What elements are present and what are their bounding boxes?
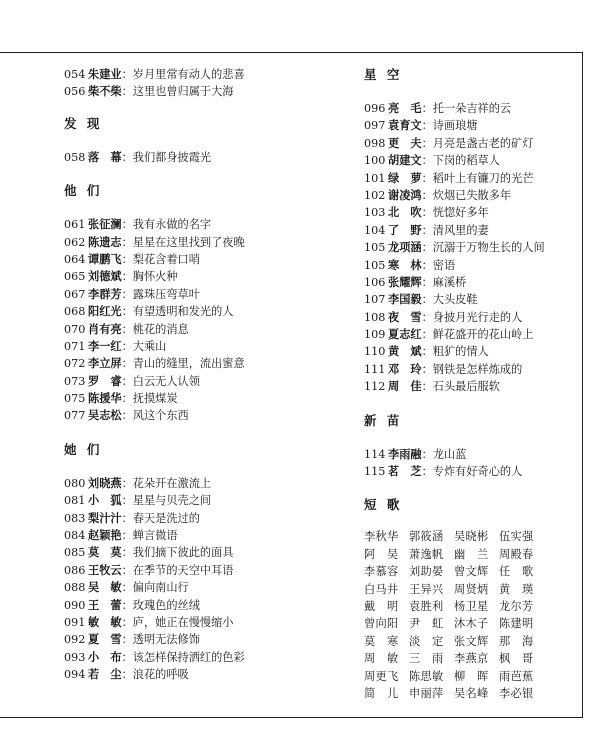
poem-title: 石头最后服软 bbox=[432, 380, 500, 394]
name-separator: ： bbox=[121, 563, 133, 577]
author-name: 黄 斌 bbox=[388, 344, 422, 359]
name-separator: ： bbox=[421, 345, 433, 359]
author-name: 夜 雪 bbox=[388, 309, 422, 324]
toc-entry[interactable] bbox=[64, 83, 344, 100]
author-name: 陈援华 bbox=[88, 391, 122, 406]
poem-title: 风这个东西 bbox=[132, 409, 189, 423]
author-name: 莫 莫 bbox=[88, 545, 122, 560]
poet-name[interactable]: 吴名峰 bbox=[454, 686, 489, 700]
page-number: 065 bbox=[64, 270, 86, 284]
page-number: 111 bbox=[364, 362, 386, 376]
name-separator: ： bbox=[421, 154, 433, 168]
name-separator: ： bbox=[121, 668, 133, 682]
page-number: 071 bbox=[64, 339, 86, 353]
poet-name[interactable]: 郭筱涵 bbox=[409, 530, 444, 544]
poet-name[interactable]: 三 雨 bbox=[409, 652, 444, 666]
page-number: 094 bbox=[64, 668, 86, 682]
poet-name[interactable]: 周殿春 bbox=[499, 547, 534, 561]
toc-entry[interactable] bbox=[64, 510, 344, 527]
name-separator: ： bbox=[421, 293, 433, 307]
poem-title: 星星与贝壳之间 bbox=[132, 494, 212, 508]
poet-name[interactable]: 枫 哥 bbox=[499, 652, 534, 666]
poem-title: 蝉言微语 bbox=[132, 529, 178, 543]
name-separator: ： bbox=[121, 252, 133, 266]
poem-title: 鲜花盛开的花山岭上 bbox=[432, 328, 534, 342]
author-name: 敏 敏 bbox=[88, 614, 122, 629]
poet-name[interactable]: 刘助晏 bbox=[409, 565, 444, 579]
toc-entry[interactable] bbox=[364, 378, 574, 395]
poem-title: 沉溺于万物生长的人间 bbox=[432, 241, 545, 255]
author-name: 了 野 bbox=[388, 222, 422, 237]
poet-name[interactable]: 吴晓彬 bbox=[454, 530, 489, 544]
toc-entry[interactable] bbox=[364, 309, 574, 326]
toc-entry[interactable] bbox=[64, 149, 344, 166]
toc-entry[interactable] bbox=[64, 562, 344, 579]
toc-entry[interactable] bbox=[364, 257, 574, 274]
name-separator: ： bbox=[421, 102, 433, 115]
author-name: 张征澜 bbox=[88, 217, 122, 232]
short-songs-poets bbox=[364, 528, 574, 702]
poet-name[interactable]: 曾向阳 bbox=[364, 617, 399, 631]
poem-title: 麻溪桥 bbox=[432, 275, 467, 289]
author-name: 王 蕾 bbox=[88, 597, 122, 612]
page-number: 054 bbox=[64, 68, 86, 81]
section-heading: 发 现 bbox=[64, 115, 103, 131]
toc-entry[interactable] bbox=[64, 268, 344, 285]
poet-name[interactable]: 陈建明 bbox=[499, 617, 534, 631]
poet-name[interactable]: 周 敏 bbox=[364, 652, 399, 666]
author-name: 李群芳 bbox=[88, 286, 122, 301]
poet-name[interactable]: 萧逸帆 bbox=[409, 547, 444, 561]
poem-title: 我们都身披霞光 bbox=[132, 150, 212, 164]
author-name: 龙项涵 bbox=[388, 240, 422, 255]
page-number: 093 bbox=[64, 650, 86, 664]
name-separator: ： bbox=[421, 362, 433, 376]
poet-name[interactable]: 黄 瑛 bbox=[499, 582, 534, 596]
page-number: 058 bbox=[64, 150, 86, 164]
page-number: 070 bbox=[64, 322, 86, 336]
name-separator: ： bbox=[421, 241, 433, 255]
page-number: 112 bbox=[364, 380, 386, 394]
name-separator: ： bbox=[121, 633, 133, 647]
poem-title: 龙山蓝 bbox=[432, 447, 467, 461]
poem-title: 月亮是盏古老的矿灯 bbox=[432, 136, 534, 150]
page-number: 096 bbox=[364, 102, 386, 115]
name-separator: ： bbox=[121, 85, 133, 99]
entry-list bbox=[64, 149, 344, 166]
page-number: 062 bbox=[64, 235, 86, 249]
poet-name[interactable]: 杨卫星 bbox=[454, 599, 489, 613]
toc-entry[interactable] bbox=[364, 222, 574, 239]
author-name: 谭鹏飞 bbox=[88, 251, 122, 266]
page-number: 061 bbox=[64, 218, 86, 232]
poet-name[interactable]: 戴 明 bbox=[364, 599, 399, 613]
poet-name[interactable]: 阿 吴 bbox=[364, 547, 399, 561]
poem-title: 春天是洗过的 bbox=[132, 511, 200, 525]
poet-name[interactable]: 陈思敏 bbox=[409, 669, 444, 683]
page-number: 098 bbox=[364, 136, 386, 150]
page-number: 092 bbox=[64, 633, 86, 647]
name-separator: ： bbox=[121, 305, 133, 319]
poem-title: 粗犷的情人 bbox=[432, 345, 489, 359]
name-separator: ： bbox=[121, 68, 133, 81]
page-number: 109 bbox=[364, 328, 386, 342]
page-number: 088 bbox=[64, 581, 86, 595]
poet-name[interactable]: 幽 兰 bbox=[454, 547, 489, 561]
author-name: 张耀辉 bbox=[388, 274, 422, 289]
toc-entry[interactable] bbox=[64, 66, 344, 83]
page-number: 114 bbox=[364, 447, 386, 461]
name-separator: ： bbox=[421, 171, 433, 185]
author-name: 李一红 bbox=[88, 338, 122, 353]
bottom-rule bbox=[0, 717, 583, 718]
entry-list bbox=[364, 446, 574, 481]
toc-entry[interactable] bbox=[364, 361, 574, 378]
poem-title: 专炸有好奇心的人 bbox=[432, 465, 523, 479]
toc-entry[interactable] bbox=[64, 666, 344, 683]
poet-name[interactable]: 袁胜利 bbox=[409, 599, 444, 613]
page-number: 105 bbox=[364, 258, 386, 272]
toc-entry[interactable] bbox=[64, 390, 344, 407]
poet-name[interactable]: 曾文辉 bbox=[454, 565, 489, 579]
toc-entry[interactable] bbox=[64, 597, 344, 614]
poet-name[interactable]: 周更飞 bbox=[364, 669, 399, 683]
toc-entry[interactable] bbox=[64, 614, 344, 631]
right-rule bbox=[582, 52, 583, 718]
toc-entry[interactable] bbox=[64, 579, 344, 596]
name-separator: ： bbox=[121, 581, 133, 595]
toc-entry[interactable] bbox=[64, 407, 344, 424]
poem-title: 桃花的消息 bbox=[132, 322, 189, 336]
page-number: 086 bbox=[64, 563, 86, 577]
author-name: 陈遗志 bbox=[88, 234, 122, 249]
toc-entry[interactable] bbox=[364, 239, 574, 256]
toc-entry[interactable] bbox=[64, 286, 344, 303]
toc-entry[interactable] bbox=[64, 527, 344, 544]
poem-title: 诗画琅塘 bbox=[432, 119, 478, 133]
page-number: 064 bbox=[64, 252, 86, 266]
author-name: 王牧云 bbox=[88, 562, 122, 577]
poet-name[interactable]: 龙尔芳 bbox=[499, 599, 534, 613]
name-separator: ： bbox=[421, 310, 433, 324]
author-name: 若 尘 bbox=[88, 667, 122, 682]
entry-list bbox=[64, 216, 344, 425]
author-name: 肖有亮 bbox=[88, 321, 122, 336]
section-heading: 星 空 bbox=[364, 67, 403, 82]
name-separator: ： bbox=[121, 615, 133, 629]
page-number: 056 bbox=[64, 85, 86, 99]
author-name: 刘德斌 bbox=[88, 269, 122, 284]
poet-name[interactable]: 李慕容 bbox=[364, 565, 399, 579]
author-name: 小 狐 bbox=[88, 493, 122, 508]
page-number: 068 bbox=[64, 305, 86, 319]
name-separator: ： bbox=[421, 380, 433, 394]
author-name: 邓 玲 bbox=[388, 361, 422, 376]
author-name: 梨汁汁 bbox=[88, 510, 122, 525]
page-number: 102 bbox=[364, 188, 386, 202]
poem-title: 我们摘下彼此的面具 bbox=[132, 546, 234, 560]
toc-entry[interactable] bbox=[64, 251, 344, 268]
author-name: 胡建文 bbox=[388, 153, 422, 168]
poem-title: 玫瑰色的丝绒 bbox=[132, 598, 200, 612]
name-separator: ： bbox=[121, 357, 133, 371]
poem-title: 在季节的天空中耳语 bbox=[132, 563, 234, 577]
author-name: 李雨融 bbox=[388, 446, 422, 461]
page-number: 085 bbox=[64, 546, 86, 560]
section-heading: 他 们 bbox=[64, 183, 103, 199]
name-separator: ： bbox=[121, 529, 133, 543]
poem-title: 这里也曾归属于大海 bbox=[132, 85, 234, 99]
page-number: 075 bbox=[64, 392, 86, 406]
poem-title: 恍惚好多年 bbox=[432, 206, 489, 220]
poem-title: 炊烟已失散多年 bbox=[432, 188, 512, 202]
poem-title: 托一朵吉祥的云 bbox=[432, 102, 512, 115]
poem-title: 下岗的稻草人 bbox=[432, 154, 500, 168]
author-name: 赵颖艳 bbox=[88, 528, 122, 543]
page-number: 067 bbox=[64, 287, 86, 301]
name-separator: ： bbox=[121, 339, 133, 353]
toc-entry[interactable] bbox=[64, 475, 344, 492]
page-number: 107 bbox=[364, 293, 386, 307]
left-column bbox=[64, 52, 344, 684]
author-name: 夏 雪 bbox=[88, 632, 122, 647]
poet-name[interactable]: 任 歌 bbox=[499, 565, 534, 579]
section-heading: 新 苗 bbox=[364, 412, 403, 428]
author-name: 罗 睿 bbox=[88, 373, 122, 388]
page-number: 105 bbox=[364, 241, 386, 255]
toc-entry[interactable] bbox=[364, 326, 574, 343]
poem-title: 露珠压弯草叶 bbox=[132, 287, 200, 301]
poem-title: 白云无人认领 bbox=[132, 374, 200, 388]
entry-list bbox=[64, 66, 344, 101]
name-separator: ： bbox=[421, 136, 433, 150]
author-name: 北 吹 bbox=[388, 205, 422, 220]
poet-name[interactable]: 那 海 bbox=[499, 634, 534, 648]
poet-name[interactable]: 申丽萍 bbox=[409, 686, 444, 700]
poem-title: 钢铁是怎样炼成的 bbox=[432, 362, 523, 376]
toc-entry[interactable] bbox=[364, 291, 574, 308]
toc-entry[interactable] bbox=[364, 274, 574, 291]
poem-title: 岁月里常有动人的悲喜 bbox=[132, 68, 245, 81]
poet-name[interactable]: 张文辉 bbox=[454, 634, 489, 648]
poem-title: 抚摸煤炭 bbox=[132, 392, 178, 406]
name-separator: ： bbox=[121, 476, 133, 490]
author-name: 朱建业 bbox=[88, 67, 122, 81]
author-name: 阳红光 bbox=[88, 304, 122, 319]
poem-title: 花朵开在激流上 bbox=[132, 476, 212, 490]
page-number: 115 bbox=[364, 465, 386, 479]
poet-name[interactable]: 淡 定 bbox=[409, 634, 444, 648]
page-number: 073 bbox=[64, 374, 86, 388]
page-number: 084 bbox=[64, 529, 86, 543]
page-number: 083 bbox=[64, 511, 86, 525]
page-number: 108 bbox=[364, 310, 386, 324]
page-number: 110 bbox=[364, 345, 386, 359]
poet-name[interactable]: 柳 晖 bbox=[454, 669, 489, 683]
poem-title: 有望透明和发光的人 bbox=[132, 305, 234, 319]
author-name: 寒 林 bbox=[388, 257, 422, 272]
author-name: 吴志松 bbox=[88, 408, 122, 423]
author-name: 周 佳 bbox=[388, 379, 422, 394]
toc-entry[interactable] bbox=[364, 446, 574, 463]
author-name: 袁育文 bbox=[388, 118, 422, 133]
toc-entry[interactable] bbox=[364, 463, 574, 480]
poem-title: 透明无法修饰 bbox=[132, 633, 200, 647]
name-separator: ： bbox=[121, 392, 133, 406]
poet-name[interactable]: 伍实强 bbox=[499, 530, 534, 544]
name-separator: ： bbox=[121, 270, 133, 284]
page-number: 101 bbox=[364, 171, 386, 185]
poet-name[interactable]: 白马井 bbox=[364, 582, 399, 596]
toc-entry[interactable] bbox=[64, 216, 344, 233]
name-separator: ： bbox=[421, 206, 433, 220]
toc-entry[interactable] bbox=[364, 100, 574, 117]
toc-entry[interactable] bbox=[64, 321, 344, 338]
entry-list bbox=[364, 100, 574, 396]
name-separator: ： bbox=[121, 218, 133, 232]
right-column bbox=[364, 52, 574, 702]
poet-name[interactable]: 周贤炳 bbox=[454, 582, 489, 596]
page-number: 090 bbox=[64, 598, 86, 612]
page-number: 080 bbox=[64, 476, 86, 490]
author-name: 小 布 bbox=[88, 649, 122, 664]
author-name: 亮 毛 bbox=[388, 101, 422, 115]
name-separator: ： bbox=[121, 287, 133, 301]
author-name: 柴不柴 bbox=[88, 84, 122, 99]
author-name: 更 夫 bbox=[388, 135, 422, 150]
poet-name[interactable]: 李必银 bbox=[499, 686, 534, 700]
name-separator: ： bbox=[121, 598, 133, 612]
author-name: 落 幕 bbox=[88, 149, 122, 164]
poem-title: 我有永做的名字 bbox=[132, 218, 212, 232]
name-separator: ： bbox=[121, 494, 133, 508]
author-name: 刘晓燕 bbox=[88, 475, 122, 490]
poem-title: 身披月光行走的人 bbox=[432, 310, 523, 324]
name-separator: ： bbox=[421, 328, 433, 342]
toc-entry[interactable] bbox=[364, 204, 574, 221]
page-number: 077 bbox=[64, 409, 86, 423]
name-separator: ： bbox=[421, 188, 433, 202]
page-number: 104 bbox=[364, 223, 386, 237]
toc-entry[interactable] bbox=[364, 170, 574, 187]
entry-list bbox=[64, 475, 344, 684]
author-name: 茗 芝 bbox=[388, 464, 422, 479]
toc-entry[interactable] bbox=[64, 544, 344, 561]
name-separator: ： bbox=[121, 235, 133, 249]
poet-name[interactable]: 雨芭蕉 bbox=[499, 669, 534, 683]
poem-title: 星星在这里找到了夜晚 bbox=[132, 235, 245, 249]
poet-name[interactable]: 莫 寒 bbox=[364, 634, 399, 648]
page-number: 103 bbox=[364, 206, 386, 220]
poem-title: 稻叶上有镰刀的光芒 bbox=[432, 171, 534, 185]
name-separator: ： bbox=[121, 650, 133, 664]
poem-title: 密语 bbox=[432, 258, 456, 272]
poet-name[interactable]: 尹 虹 bbox=[409, 617, 444, 631]
toc-entry[interactable] bbox=[64, 355, 344, 372]
name-separator: ： bbox=[421, 447, 433, 461]
name-separator: ： bbox=[121, 322, 133, 336]
author-name: 吴 敏 bbox=[88, 580, 122, 595]
toc-entry[interactable] bbox=[364, 117, 574, 134]
toc-entry[interactable] bbox=[64, 492, 344, 509]
poem-title: 清风里的妻 bbox=[432, 223, 489, 237]
name-separator: ： bbox=[121, 150, 133, 164]
name-separator: ： bbox=[421, 119, 433, 133]
name-separator: ： bbox=[421, 465, 433, 479]
page-number: 097 bbox=[364, 119, 386, 133]
name-separator: ： bbox=[121, 546, 133, 560]
toc-entry[interactable] bbox=[64, 631, 344, 648]
poet-name[interactable]: 李燕京 bbox=[454, 652, 489, 666]
poet-name[interactable]: 简 儿 bbox=[364, 686, 399, 700]
poem-title: 梨花含着口哨 bbox=[132, 252, 200, 266]
toc-entry[interactable] bbox=[64, 373, 344, 390]
contents-page bbox=[0, 52, 597, 718]
page-number: 072 bbox=[64, 357, 86, 371]
poet-name[interactable]: 李秋华 bbox=[364, 530, 399, 544]
author-name: 绿 萝 bbox=[388, 170, 422, 185]
toc-entry[interactable] bbox=[364, 343, 574, 360]
poet-name[interactable]: 王异兴 bbox=[409, 582, 444, 596]
page-number: 100 bbox=[364, 154, 386, 168]
toc-entry[interactable] bbox=[64, 234, 344, 251]
poem-title: 该怎样保持洒红的色彩 bbox=[132, 650, 245, 664]
toc-entry[interactable] bbox=[364, 187, 574, 204]
page-number: 091 bbox=[64, 615, 86, 629]
toc-entry[interactable] bbox=[64, 338, 344, 355]
name-separator: ： bbox=[421, 258, 433, 272]
author-name: 李国毅 bbox=[388, 292, 422, 307]
poem-title: 大乘山 bbox=[132, 339, 167, 353]
section-heading: 短 歌 bbox=[364, 497, 403, 513]
poet-name[interactable]: 沐木子 bbox=[454, 617, 489, 631]
toc-entry[interactable] bbox=[64, 649, 344, 666]
name-separator: ： bbox=[121, 374, 133, 388]
name-separator: ： bbox=[421, 223, 433, 237]
name-separator: ： bbox=[121, 511, 133, 525]
author-name: 谢凌鸿 bbox=[388, 187, 422, 202]
poem-title: 大头皮鞋 bbox=[432, 293, 478, 307]
section-heading: 她 们 bbox=[64, 441, 103, 457]
author-name: 夏志红 bbox=[388, 327, 422, 342]
toc-entry[interactable] bbox=[364, 135, 574, 152]
toc-entry[interactable] bbox=[364, 152, 574, 169]
poem-title: 青山的缝里，流出蜜意 bbox=[132, 357, 245, 371]
toc-entry[interactable] bbox=[64, 303, 344, 320]
poem-title: 偏向南山行 bbox=[132, 581, 189, 595]
author-name: 李立屏 bbox=[88, 356, 122, 371]
page-number: 106 bbox=[364, 275, 386, 289]
page-number: 081 bbox=[64, 494, 86, 508]
poem-title: 庐，她正在慢慢缩小 bbox=[132, 615, 234, 629]
name-separator: ： bbox=[421, 275, 433, 289]
name-separator: ： bbox=[121, 409, 133, 423]
poem-title: 浪花的呼吸 bbox=[132, 668, 189, 682]
poem-title: 胸怀火种 bbox=[132, 270, 178, 284]
